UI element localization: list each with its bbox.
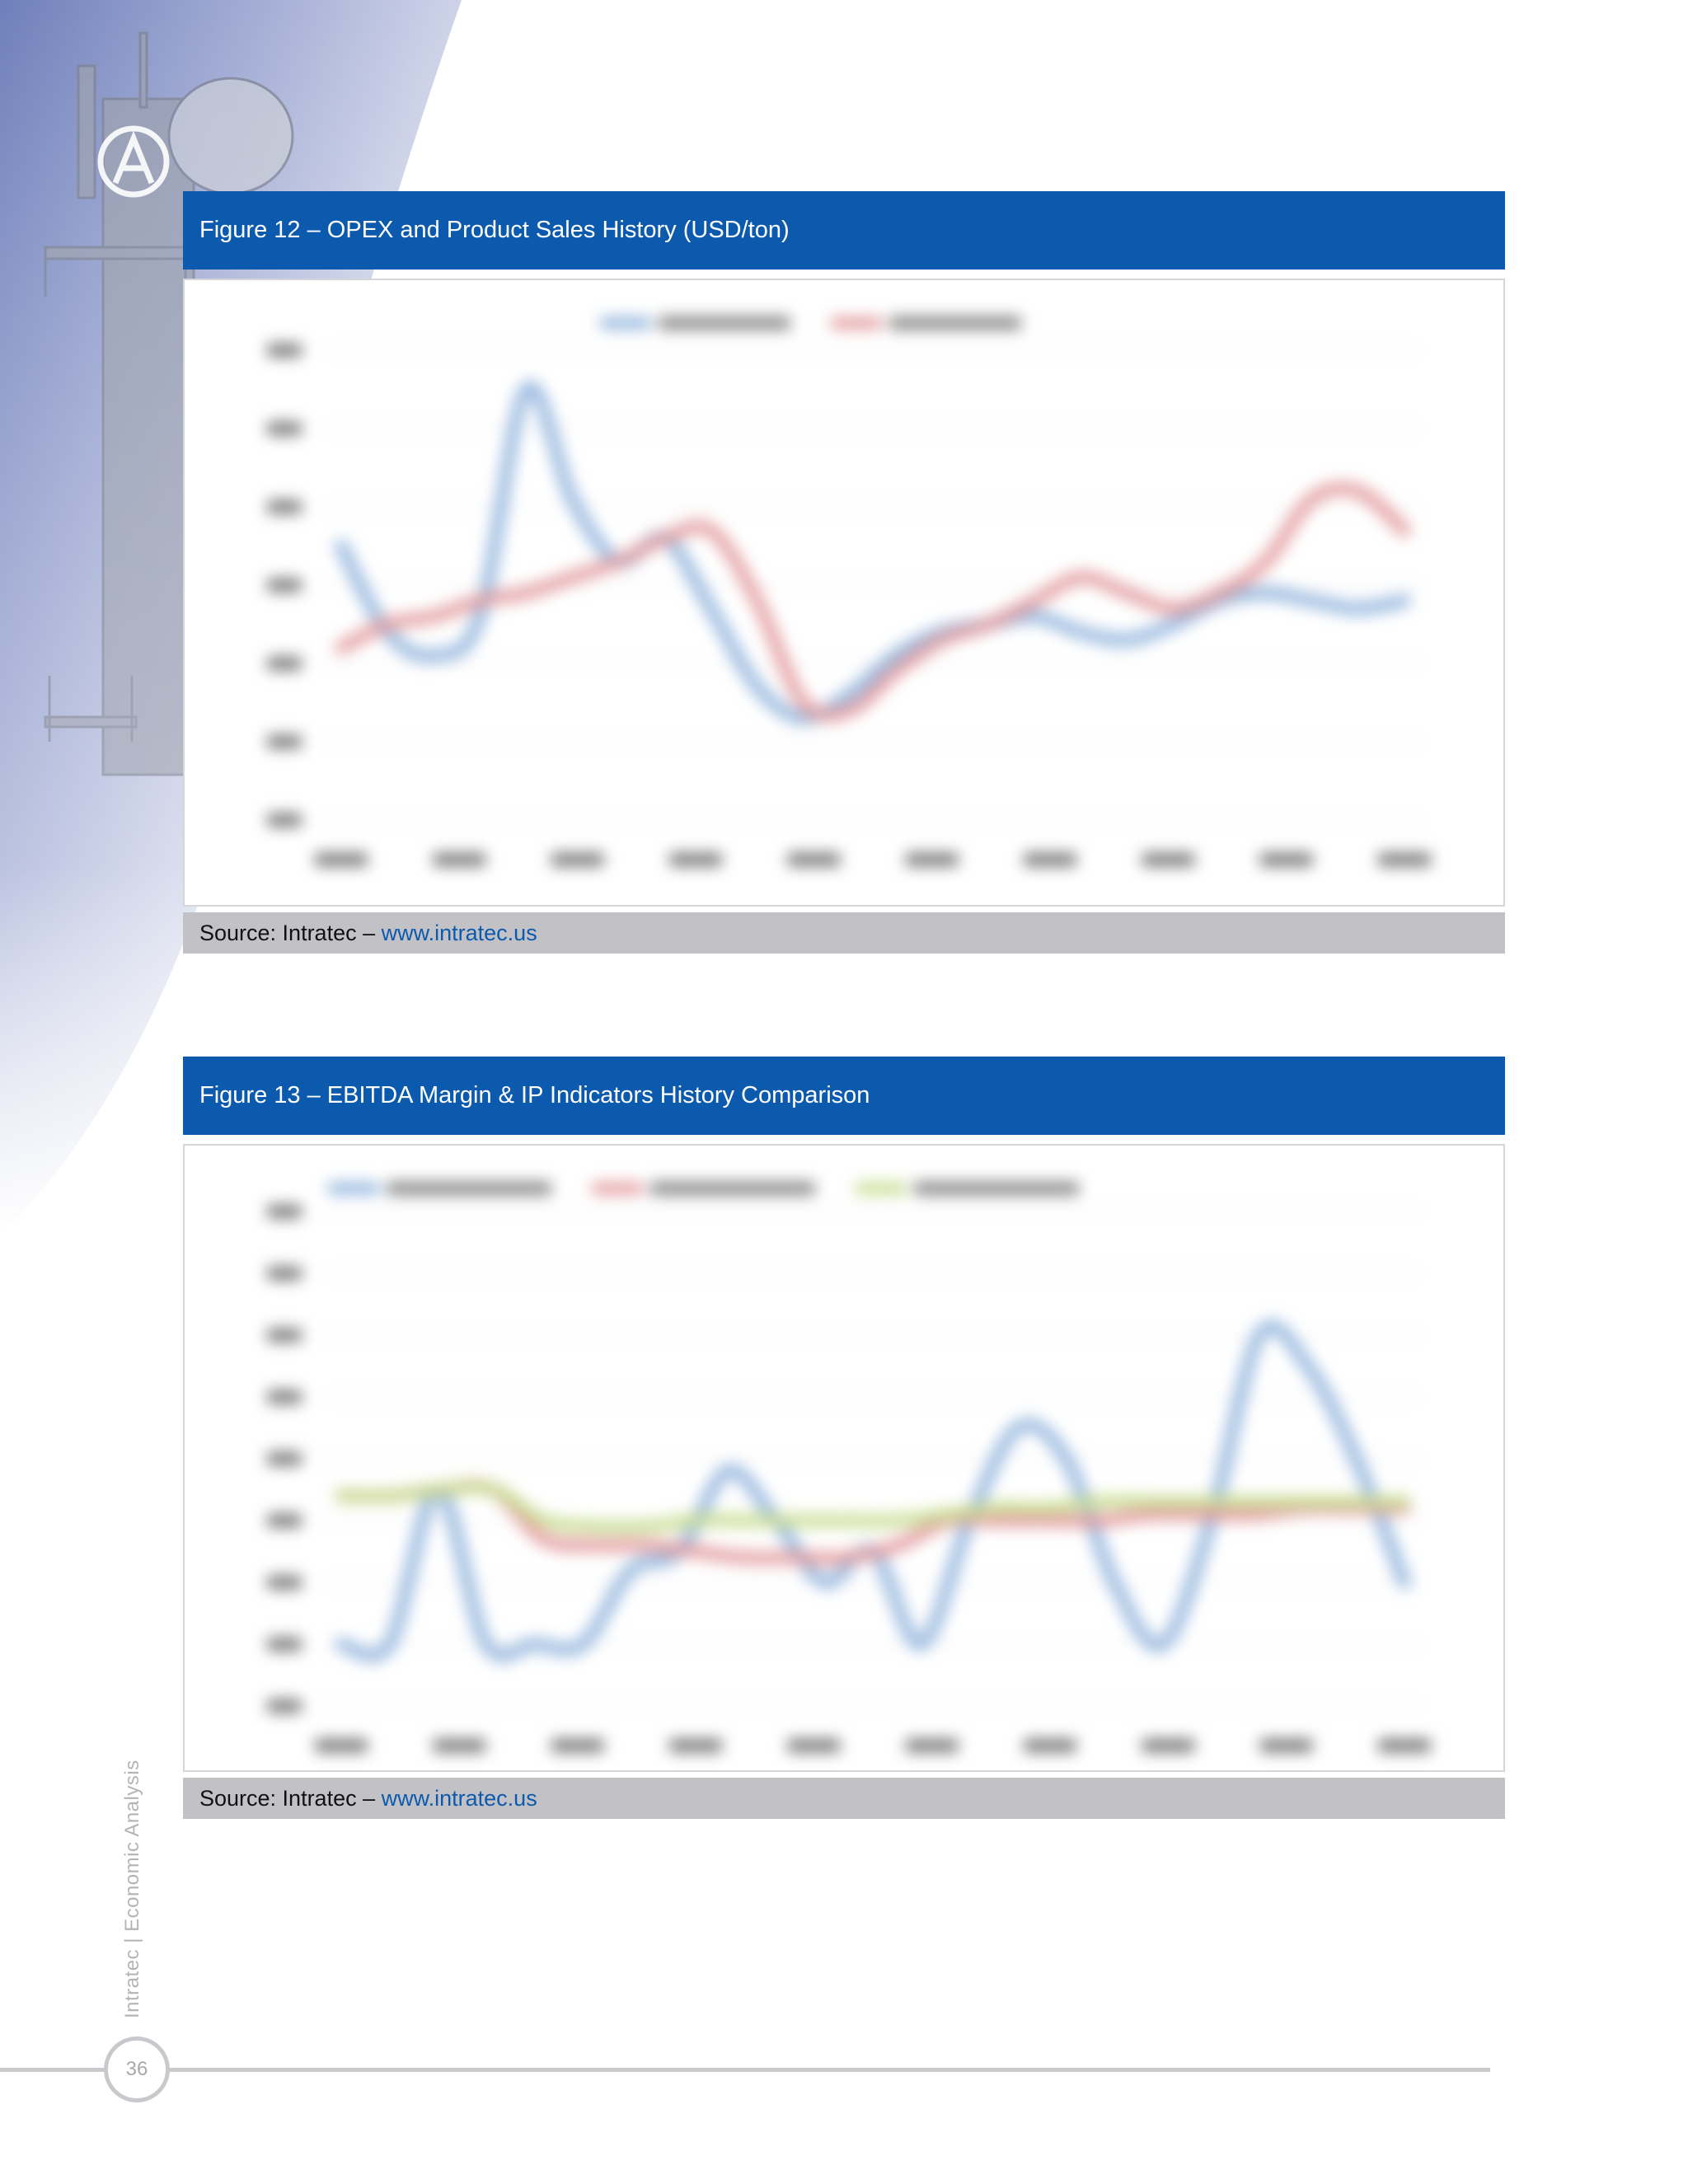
x-tick-label (669, 853, 722, 866)
x-tick-label (787, 853, 840, 866)
y-tick-label (267, 1638, 302, 1651)
x-tick-label (1024, 853, 1076, 866)
series-line (341, 1487, 1404, 1527)
series-line (341, 387, 1404, 718)
source-text: Source: Intratec – (199, 1786, 382, 1811)
x-tick-label (551, 1739, 604, 1752)
y-tick-label (267, 813, 302, 827)
x-tick-label (1142, 1739, 1194, 1752)
y-tick-label (267, 1576, 302, 1589)
y-tick-label (267, 344, 302, 357)
x-tick-label (787, 1739, 840, 1752)
legend-label (650, 1182, 815, 1195)
source-link[interactable]: www.intratec.us (381, 921, 537, 945)
x-tick-label (315, 853, 368, 866)
x-tick-label (551, 853, 604, 866)
x-tick-label (1260, 853, 1313, 866)
y-tick-label (267, 422, 302, 435)
legend-label (387, 1182, 551, 1195)
y-tick-label (267, 1205, 302, 1218)
figure-13-source (183, 1778, 1505, 1819)
chart-13-svg (185, 1146, 1503, 1770)
y-tick-label (267, 1452, 302, 1465)
y-tick-label (267, 1267, 302, 1280)
page-number: 36 (104, 2036, 170, 2102)
y-tick-label (267, 1514, 302, 1527)
y-tick-label (267, 1390, 302, 1404)
source-text: Source: Intratec – (199, 921, 382, 945)
x-tick-label (433, 1739, 485, 1752)
side-running-title: Intratec | Economic Analysis (121, 1760, 143, 2018)
x-tick-label (906, 853, 959, 866)
legend-label (889, 316, 1021, 330)
x-tick-label (669, 1739, 722, 1752)
x-tick-label (1378, 1739, 1431, 1752)
figure-13-title: Figure 13 – EBITDA Margin & IP Indicators History Comparison (183, 1057, 1505, 1135)
figure-13-chart (183, 1144, 1505, 1772)
source-link[interactable]: www.intratec.us (381, 1786, 537, 1811)
figure-12-chart (183, 279, 1505, 907)
figure-12-title: Figure 12 – OPEX and Product Sales History (USD/ton) (183, 191, 1505, 269)
x-tick-label (1024, 1739, 1076, 1752)
x-tick-label (906, 1739, 959, 1752)
x-tick-label (315, 1739, 368, 1752)
x-tick-label (433, 853, 485, 866)
x-tick-label (1378, 853, 1431, 866)
footer-rule (0, 2068, 1490, 2072)
y-tick-label (267, 579, 302, 592)
legend-label (914, 1182, 1079, 1195)
y-tick-label (267, 657, 302, 670)
figure-12-source (183, 912, 1505, 954)
legend-label (659, 316, 790, 330)
x-tick-label (1260, 1739, 1313, 1752)
y-tick-label (267, 1329, 302, 1342)
chart-12-svg (185, 280, 1503, 905)
y-tick-label (267, 1699, 302, 1713)
y-tick-label (267, 500, 302, 513)
x-tick-label (1142, 853, 1194, 866)
y-tick-label (267, 735, 302, 748)
